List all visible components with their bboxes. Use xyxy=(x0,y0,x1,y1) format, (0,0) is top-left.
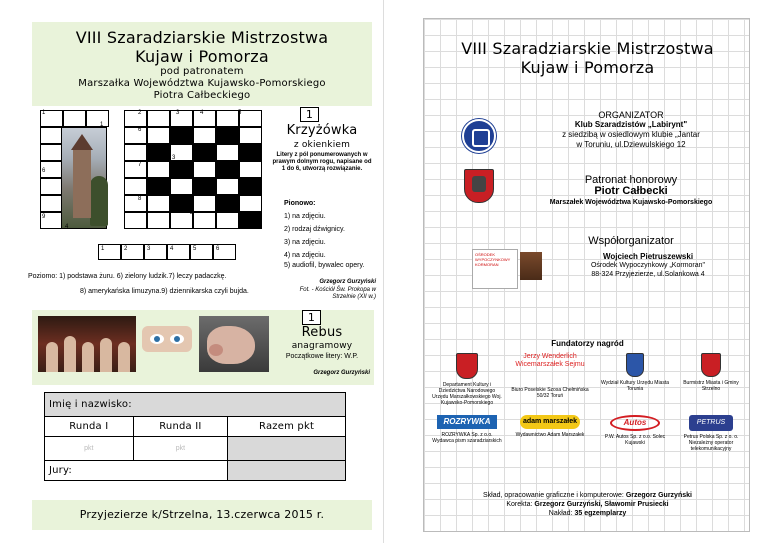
answer-cell[interactable] xyxy=(167,244,190,260)
patron-line-1: pod patronatem xyxy=(160,66,244,77)
credits xyxy=(424,491,751,518)
rebus-subtitle: anagramowy xyxy=(291,341,353,351)
sponsor-name: Departament Kultury i Dziedzictwa Narodowego Urzędu Marszałkowskiego Woj. Kujawsko-Pomorskiego xyxy=(432,382,502,406)
credits-label-1: Skład, opracowanie graficzne i komputerowe: xyxy=(483,492,624,499)
answer-cell-number: 6 xyxy=(216,246,220,252)
crossword-number: 7 xyxy=(138,162,142,168)
crossword-cell[interactable] xyxy=(40,195,63,212)
crossword-cell[interactable] xyxy=(193,144,216,161)
honorary-title: Marszałek Województwa Kujawsko-Pomorskiego xyxy=(549,199,713,206)
crossword-cell[interactable] xyxy=(86,110,109,127)
total-header: Razem pkt xyxy=(228,417,346,437)
answer-cell[interactable] xyxy=(144,244,167,260)
coat-of-arms-icon xyxy=(464,169,494,203)
patron-line-2: Marszałka Województwa Kujawsko-Pomorskiego xyxy=(78,78,326,89)
patron-line-3: Piotra Całbeckiego xyxy=(153,90,251,101)
crossword-cell[interactable] xyxy=(124,212,147,229)
clue-pion-4: 4) na zdjęciu. xyxy=(284,252,326,259)
clue-pion-2: 2) rodzaj dźwignicy. xyxy=(284,226,345,233)
sponsor-autos xyxy=(600,415,670,446)
crossword-number-badge: 1 xyxy=(300,107,319,122)
organizer-block xyxy=(520,110,742,150)
crossword-rule: Litery z pól ponumerowanych w prawym dolnym rogu, napisane od 1 do 6, utworzą rozwiązanie. xyxy=(272,152,372,172)
right-title-line-1: VIII Szaradziarskie Mistrzostwa xyxy=(461,39,714,58)
right-page xyxy=(423,18,750,532)
crossword-cell[interactable] xyxy=(170,127,193,144)
honorary-block xyxy=(520,175,742,208)
crossword-cell[interactable] xyxy=(193,178,216,195)
title-line-2: Kujaw i Pomorza xyxy=(135,47,269,66)
sponsor-name: Biuro Poselskie Szosa Chełmińska 50/32 Toruń xyxy=(511,387,589,399)
credits-name-2: Grzegorz Gurzyński, Sławomir Prusiecki xyxy=(534,501,669,508)
coorganizer-name: Wojciech Pietruszewski xyxy=(602,252,694,261)
crossword-cell[interactable] xyxy=(193,195,216,212)
rebus-number-badge: 1 xyxy=(302,310,321,325)
name-field[interactable]: Imię i nazwisko: xyxy=(45,393,346,417)
crossword-cell[interactable] xyxy=(216,161,239,178)
organizer-name: Klub Szaradzistów „Labirynt" xyxy=(574,120,688,129)
sponsor-name: P.W. Autos Sp. z o.o. Solec Kujawski xyxy=(604,434,666,446)
crossword-cell[interactable] xyxy=(216,110,242,127)
sponsor-rozrywka xyxy=(432,415,502,444)
crossword-cell[interactable] xyxy=(170,110,193,127)
clue-poziom-2: 8) amerykańska limuzyna.9) dziennikarska czyli bujda. xyxy=(80,288,249,295)
crossword-number: 1 xyxy=(42,110,46,116)
coorganizer-block xyxy=(550,252,746,279)
crossword-number: 4 xyxy=(200,110,204,116)
clues-vertical-header: Pionowo: xyxy=(284,200,316,207)
crossword-cell[interactable] xyxy=(124,161,147,178)
crossword-cell[interactable] xyxy=(239,212,262,229)
crossword-title: Krzyżówka xyxy=(286,123,358,138)
round-1-score[interactable]: pkt xyxy=(45,437,134,461)
crossword-number: 2 xyxy=(138,110,142,116)
crossword-cell[interactable] xyxy=(193,161,216,178)
sponsor-biuro-poselskie xyxy=(510,353,590,399)
crossword-cell[interactable] xyxy=(147,144,170,161)
clues-horizontal xyxy=(28,269,273,299)
crossword-subtitle: z okienkiem xyxy=(293,140,351,150)
right-title xyxy=(424,39,751,77)
crossword-cell[interactable] xyxy=(124,127,147,144)
crossword-cell[interactable] xyxy=(193,110,216,127)
crossword-number: 8 xyxy=(138,196,142,202)
crossword-number: 5 xyxy=(240,190,244,196)
crossword-number: 5 xyxy=(238,110,242,116)
crossword-number: 3 xyxy=(172,155,176,161)
organizer-line-2: w Toruniu, ul.Dziewulskiego 12 xyxy=(576,140,686,149)
sponsor-burmistrz xyxy=(676,353,746,392)
crossword-cell[interactable] xyxy=(170,178,193,195)
clue-pion-5: 5) audiofil, bywalec opery. xyxy=(284,262,365,269)
organizer-line-1: z siedzibą w osiedlowym klubie „Jantar xyxy=(562,130,700,139)
crossword-cell[interactable] xyxy=(147,195,170,212)
crossword-cell[interactable] xyxy=(124,195,147,212)
jury-field[interactable]: Jury: xyxy=(45,461,228,481)
photo-caption: Fot. - Kościół Św. Prokopa w Strzelnie (XII w.) xyxy=(299,287,376,300)
credits-label-2: Korekta: xyxy=(506,501,533,508)
answer-cell[interactable] xyxy=(190,244,213,260)
crossword-cell[interactable] xyxy=(40,178,63,195)
crossword-number: 6 xyxy=(42,168,46,174)
header-box xyxy=(32,22,372,106)
clue-pion-3: 3) na zdjęciu. xyxy=(284,239,326,246)
rebus-image-pig xyxy=(199,316,269,372)
crossword-cell[interactable] xyxy=(147,212,170,229)
crossword-cell[interactable] xyxy=(239,127,262,144)
credits-name-1: Grzegorz Gurzyński xyxy=(625,492,692,499)
answer-cell[interactable] xyxy=(121,244,144,260)
rebus-title: Rebus xyxy=(301,325,343,340)
coat-of-arms-icon xyxy=(701,353,721,377)
crossword-cell[interactable] xyxy=(216,127,239,144)
crossword-number: 4 xyxy=(65,224,69,230)
honorary-name: Piotr Całbecki xyxy=(594,185,668,197)
crossword-cell[interactable] xyxy=(147,127,170,144)
round-2-header: Runda II xyxy=(133,417,227,437)
petrus-logo: PETRUS xyxy=(689,415,733,431)
sponsor-name: ROZRYWKA Sp. z o.o. Wydawca pism szaradziarskich xyxy=(432,432,502,444)
crossword-cell[interactable] xyxy=(147,178,170,195)
rebus-image-people xyxy=(38,316,136,372)
round-2-score[interactable]: pkt xyxy=(133,437,227,461)
crossword-cell[interactable] xyxy=(193,212,216,229)
coat-of-arms-icon xyxy=(626,353,644,377)
coorganizer-header: Współorganizator xyxy=(588,235,674,247)
jury-blank xyxy=(228,461,346,481)
crossword-number: 1 xyxy=(100,122,104,128)
answer-cell-number: 3 xyxy=(147,246,151,252)
answer-cell[interactable] xyxy=(98,244,121,260)
crossword-cell[interactable] xyxy=(239,144,262,161)
answer-cell[interactable] xyxy=(213,244,236,260)
labirynt-emblem-icon xyxy=(462,119,496,153)
rebus-hint: Początkowe litery: W.P. xyxy=(285,353,359,360)
crossword-cell[interactable] xyxy=(124,110,147,127)
clue-poziom-1: Poziomo: 1) podstawa żuru. 6) zielony ludzik.7) leczy padaczkę. xyxy=(28,273,227,280)
credits-value-3: 35 egzemplarzy xyxy=(574,510,627,517)
crossword-cell[interactable] xyxy=(239,161,262,178)
crossword-cell[interactable] xyxy=(216,144,239,161)
footer-date: Przyjezierze k/Strzelna, 13.czerwca 2015 r. xyxy=(32,500,372,530)
credits-label-3: Nakład: xyxy=(548,510,573,517)
crossword-number: 2 xyxy=(190,210,194,216)
adam-marszalek-logo: adam marszałek xyxy=(520,415,580,429)
crossword-cell[interactable] xyxy=(63,110,86,127)
rebus-author: Grzegorz Gurzyński xyxy=(313,370,370,376)
clue-pion-1: 1) na zdjęciu. xyxy=(284,213,326,220)
clues-vertical xyxy=(284,197,374,270)
crossword-cell[interactable] xyxy=(170,161,193,178)
sponsor-name: Wydawnictwo Adam Marszałek xyxy=(515,432,585,438)
church-photo xyxy=(61,127,107,229)
answer-cell-number: 4 xyxy=(170,246,174,252)
answer-cell-number: 1 xyxy=(101,246,105,252)
crossword-grid xyxy=(40,110,270,255)
rebus-image-eyes xyxy=(142,326,192,352)
crossword-cell[interactable] xyxy=(216,178,239,195)
rozrywka-logo: ROZRYWKA xyxy=(437,415,497,429)
crossword-cell[interactable] xyxy=(40,144,63,161)
total-score[interactable] xyxy=(228,437,346,461)
crossword-cell[interactable] xyxy=(124,178,147,195)
rebus-box xyxy=(32,310,374,385)
sponsor-department-culture xyxy=(432,353,502,406)
crossword-number: 9 xyxy=(42,214,46,220)
crossword-author: Grzegorz Gurzyński xyxy=(319,279,376,285)
crossword-cell[interactable] xyxy=(147,161,170,178)
round-1-header: Runda I xyxy=(45,417,134,437)
organizer-header: ORGANIZATOR xyxy=(598,110,664,120)
coorganizer-line-2: 88-324 Przyjezierze, ul.Solankowa 4 xyxy=(591,271,705,278)
right-title-line-2: Kujaw i Pomorza xyxy=(520,58,655,77)
page-title xyxy=(32,28,372,66)
sponsor-name: Burmistrz Miasta i Gminy Strzelno xyxy=(683,380,739,392)
sponsors-header: Fundatorzy nagród xyxy=(551,339,624,348)
crossword-number: 6 xyxy=(138,127,142,133)
crossword-cell[interactable] xyxy=(216,195,239,212)
sponsor-petrus xyxy=(676,415,746,452)
crossword-cell[interactable] xyxy=(216,212,239,229)
sponsor-name: Petrus Polska Sp. z o. o. Niezależny operator telekomunikacyjny xyxy=(683,434,739,452)
crossword-cell[interactable] xyxy=(147,110,170,127)
sponsor-name: Wydział Kultury Urzędu Miasta Torunia xyxy=(600,380,670,392)
sponsor-extra: Jerzy Wenderlich Wicemarszałek Sejmu xyxy=(515,353,585,368)
crossword-cell[interactable] xyxy=(193,127,216,144)
kormoran-image xyxy=(520,252,542,280)
crossword-cell[interactable] xyxy=(239,110,262,127)
answer-cell-number: 2 xyxy=(124,246,128,252)
title-line-1: VIII Szaradziarskie Mistrzostwa xyxy=(75,28,329,47)
coorganizer-line-1: Ośrodek Wypoczynkowy „Kormoran" xyxy=(590,262,706,269)
score-table xyxy=(44,392,346,481)
honorary-header: Patronat honorowy xyxy=(584,174,678,186)
coat-of-arms-icon xyxy=(456,353,478,379)
answer-cell-number: 5 xyxy=(193,246,197,252)
autos-logo: Autos xyxy=(610,415,660,431)
kormoran-logo: OŚRODEK WYPOCZYNKOWY KORMORAN xyxy=(472,249,518,289)
sponsor-adam-marszalek xyxy=(510,415,590,438)
crossword-cell[interactable] xyxy=(40,127,63,144)
crossword-number: 3 xyxy=(176,110,180,116)
sponsor-wydzial-kultury xyxy=(600,353,670,392)
crossword-cell[interactable] xyxy=(124,144,147,161)
crossword-cell[interactable] xyxy=(239,195,262,212)
